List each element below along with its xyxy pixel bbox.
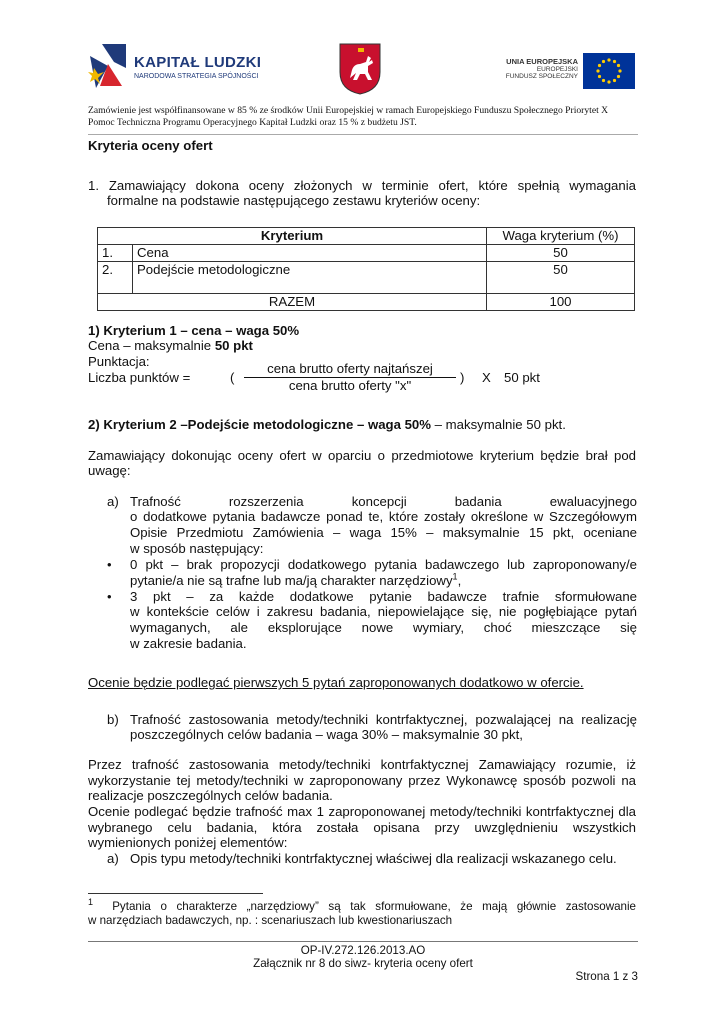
row-weight: 50	[486, 245, 634, 262]
bullet-2-line-1: 3 pkt – za każde dodatkowe pytanie badawcze trafnie sformułowane	[130, 589, 637, 604]
p4-line-3: wymienionych poniżej elementów:	[88, 835, 288, 850]
bullet-2-line-2: w kontekście celów i zakresu badania, niepowielające się, nie pogłębiające pytań	[130, 604, 637, 619]
item-b-line-1: Trafność zastosowania metody/techniki kontrfaktycznej, pozwalającej na realizację	[130, 712, 637, 727]
p4-line-1: Ocenie podlegać będzie trafność max 1 zaproponowanej metody/techniki kontrfaktycznej dla	[88, 804, 636, 819]
footer-annex: Załącznik nr 8 do siwz- kryteria oceny ofert	[253, 957, 473, 970]
item-a-line-4: w sposób następujący:	[130, 541, 264, 556]
formula-points: 50 pkt	[504, 370, 540, 385]
table-header-row	[98, 228, 635, 245]
footnote-line-1	[88, 897, 636, 914]
formula-multiply: X	[482, 370, 491, 385]
kapital-ludzki-logo-icon	[88, 42, 128, 90]
bullet-1-text: pytanie/a nie są trafne lub ma/ją charakter narzędziowy	[130, 573, 453, 588]
p1-line-2: formalne na podstawie następującego zestawu kryteriów oceny:	[107, 193, 481, 208]
bullet-1-line-2	[130, 573, 461, 589]
eu-flag-icon	[583, 53, 635, 89]
th-criterion: Kryterium	[98, 228, 487, 245]
formula-close-paren: )	[460, 370, 465, 385]
row-criterion: Cena	[133, 245, 487, 262]
formula-numerator: cena brutto oferty najtańszej	[267, 361, 433, 376]
row-criterion: Podejście metodologiczne	[133, 262, 487, 294]
bullet-2-line-4: w zakresie badania.	[130, 636, 247, 651]
bullet-icon: •	[107, 557, 112, 572]
item-b-label: b)	[107, 712, 119, 727]
doc-title: Kryteria oceny ofert	[88, 138, 213, 153]
footer-ref: OP-IV.272.126.2013.AO	[300, 944, 426, 957]
k1-cena	[88, 338, 253, 354]
eu-title: UNIA EUROPEJSKA	[506, 57, 578, 66]
p3-line-3: realizacje poszczególnych celów badania.	[88, 788, 333, 803]
p1-line-1: 1. Zamawiający dokona oceny złożonych w terminie ofert, które spełnią wymagania	[88, 178, 636, 193]
item-c-label: a)	[107, 851, 119, 866]
p3-line-2: wykorzystanie tej metody/techniki w zaproponowany przez Wykonawcę sposób pozwoli na	[88, 773, 636, 788]
k2-title-rest: – maksymalnie 50 pkt.	[431, 417, 566, 432]
item-b-line-2: poszczególnych celów badania – waga 30% – maksymalnie 30 pkt,	[130, 727, 523, 742]
item-a-line-2: o dodatkowe pytania badawcze ponad te, które zostały określone w Szczegółowym	[130, 509, 637, 524]
criteria-table	[97, 227, 635, 311]
row-number: 1.	[98, 245, 133, 262]
item-a-label: a)	[107, 494, 119, 509]
k1-cena-bold: 50 pkt	[214, 338, 253, 353]
kl-title: KAPITAŁ LUDZKI	[134, 54, 262, 71]
footer-rule	[88, 941, 638, 942]
formula-open-paren: (	[230, 370, 235, 385]
p4-line-2: wybranego celu badania, która została opisana przy uwzględnieniu wszystkich	[88, 820, 636, 835]
th-weight: Waga kryterium (%)	[486, 228, 634, 245]
lublin-coat-of-arms-icon	[338, 42, 382, 96]
row-weight: 50	[486, 262, 634, 294]
bullet-2-line-3: wymaganych, ale eksplorujące nowe wymiary, choć mieszczące się	[130, 620, 637, 635]
k2-title-bold: 2) Kryterium 2 –Podejście metodologiczne – waga 50%	[88, 417, 431, 432]
p3-line-1: Przez trafność zastosowania metody/techniki kontrfaktycznej Zamawiający rozumie, iż	[88, 757, 636, 772]
bullet-1-tail: ,	[457, 573, 462, 588]
footnote-separator	[88, 893, 263, 894]
k2-title	[88, 417, 566, 433]
kapital-ludzki-logo	[88, 42, 268, 92]
table-total-row	[98, 294, 635, 311]
footnote-text-1: Pytania o charakterze „narzędziowy” są tak sformułowane, że mają głównie zastosowanie	[112, 900, 636, 913]
k1-punktacja: Punktacja:	[88, 354, 150, 369]
formula-denominator: cena brutto oferty "x"	[288, 378, 412, 393]
table-row	[98, 262, 635, 294]
k1-cena-prefix: Cena – maksymalnie	[88, 338, 215, 353]
footnote-ref[interactable]: 1	[452, 571, 458, 582]
cofinancing-line-2: Pomoc Techniczna Programu Operacyjnego Kapitał Ludzki oraz 15 % z budżetu JST.	[88, 117, 417, 128]
row-number: 2.	[98, 262, 133, 294]
eu-text-block	[488, 57, 578, 80]
item-a-line-3: Opisie Przedmiotu Zamówienia – waga 15% – maksymalnie 15 pkt, oceniane	[130, 525, 637, 540]
bullet-1-line-1: 0 pkt – brak propozycji dodatkowego pytania badawczego lub zaproponowany/e	[130, 557, 637, 572]
item-c-line-1: Opis typu metody/techniki kontrfaktycznej właściwej dla realizacji wskazanego celu.	[130, 851, 617, 866]
total-value: 100	[486, 294, 634, 311]
table-row	[98, 245, 635, 262]
kl-subtitle: NARODOWA STRATEGIA SPÓJNOŚCI	[134, 73, 259, 80]
eu-line3: FUNDUSZ SPOŁECZNY	[505, 73, 578, 80]
p2-line-1: Zamawiający dokonując oceny ofert w oparciu o przedmiotowe kryterium będzie brał pod	[88, 448, 636, 463]
header-rule	[88, 134, 638, 135]
footnote-number: 1	[88, 897, 94, 908]
k1-liczba: Liczba punktów =	[88, 370, 191, 385]
footnote-line-2: w narzędziach badawczych, np. : scenariuszach lub kwestionariuszach	[88, 914, 453, 927]
underlined-note: Ocenie będzie podlegać pierwszych 5 pytań zaproponowanych dodatkowo w ofercie.	[88, 675, 584, 690]
p2-line-2: uwagę:	[88, 463, 131, 478]
k1-title: 1) Kryterium 1 – cena – waga 50%	[88, 323, 300, 338]
total-label: RAZEM	[98, 294, 487, 311]
bullet-icon: •	[107, 589, 112, 604]
eu-line2: EUROPEJSKI	[536, 66, 578, 73]
cofinancing-line-1: Zamówienie jest współfinansowane w 85 % ze środków Unii Europejskiej w ramach Europejskiego Funduszu Społecznego Priorytet X	[88, 105, 609, 116]
item-a-line-1: Trafność rozszerzenia koncepcji badania ewaluacyjnego	[130, 494, 637, 509]
page-number: Strona 1 z 3	[575, 970, 638, 983]
